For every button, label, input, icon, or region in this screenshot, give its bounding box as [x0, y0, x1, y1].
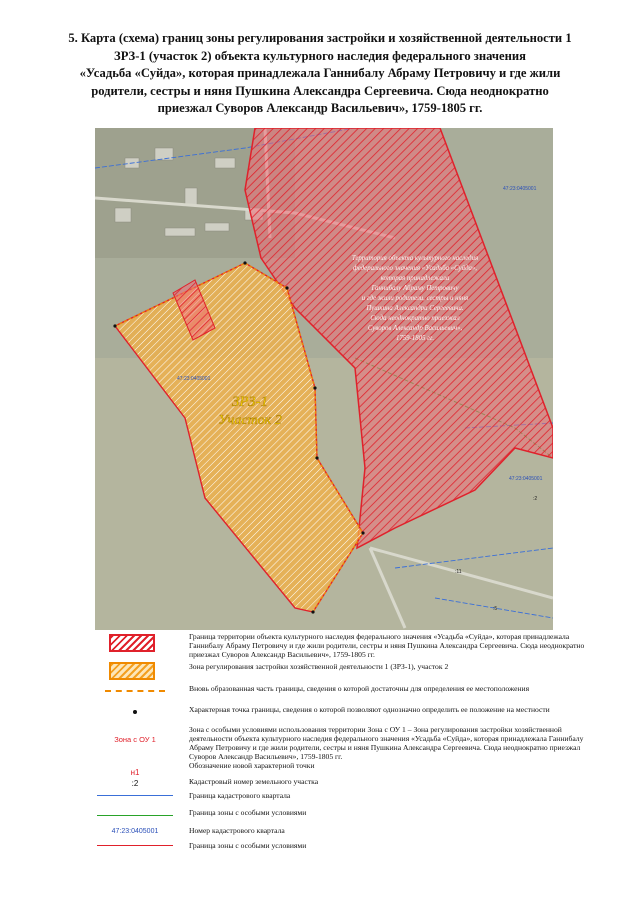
legend-symbol-quarter-number: 47:23:0405001	[111, 828, 159, 835]
svg-text:которая принадлежала: которая принадлежала	[380, 275, 450, 282]
svg-text:федерального значения «Усадьба: федерального значения «Усадьба «Суйда»,	[352, 265, 478, 272]
svg-text:47:23:0405001: 47:23:0405001	[509, 476, 543, 482]
title-line: приезжал Суворов Александр Васильевич», 1759-1805 гг.	[157, 101, 483, 115]
territory-label	[352, 255, 478, 342]
legend-text: Номер кадастрового квартала	[189, 826, 285, 835]
title-line: ЗРЗ-1 (участок 2) объекта культурного наследия федерального значения	[114, 48, 526, 63]
svg-text::11: :11	[455, 569, 462, 575]
title-line: родители, сестры и няня Пушкина Александра Сергеевича. Сюда неоднократно	[91, 83, 549, 98]
svg-text:Суворов Александр Васильевич»,: Суворов Александр Васильевич»,	[367, 325, 463, 332]
legend-text: Зона с особыми условиями использования территории Зона с ОУ 1 – Зона регулирования застройки хозяйственной деятельности объекта культурного наследия федерального значения «Усадьба «Суйда», которая принадлежала Ганнибалу Абраму Петровичу и где жили родители, сестры и няня Пушкина Александра Сергеевича. Сюда неоднократно приезжал Суворов Александр Васильевич», 1759-1805 гг.	[189, 725, 584, 761]
legend-swatch-heritage	[109, 634, 155, 652]
svg-text:Ганнибалу Абраму Петровичу: Ганнибалу Абраму Петровичу	[371, 285, 459, 292]
page-title	[40, 30, 600, 118]
legend-text: Характерная точка границы, сведения о которой позволяют однозначно определить ее положение на местности	[189, 705, 550, 714]
legend-symbol-parcel-number: :2	[131, 779, 139, 788]
svg-text:1759-1805 гг.: 1759-1805 гг.	[395, 335, 435, 342]
map-legend	[95, 632, 595, 852]
legend-text: Вновь образованная часть границы, сведения о которой достаточны для определения ее местоположения	[189, 684, 530, 693]
svg-text:47:23:0405001: 47:23:0405001	[177, 376, 211, 382]
legend-text: Граница кадастрового квартала	[189, 791, 291, 800]
svg-text:и где жили родители, сестры и: и где жили родители, сестры и няня	[361, 295, 469, 302]
zone-label: Участок 2	[218, 413, 282, 428]
legend-text: Граница зоны с особыми условиями	[189, 841, 307, 850]
svg-text::5: :5	[493, 606, 498, 612]
title-line: 5. Карта (схема) границ зоны регулирования застройки и хозяйственной деятельности 1	[68, 31, 572, 45]
map-scheme	[95, 128, 553, 630]
legend-text: Обозначение новой характерной точки	[189, 761, 315, 770]
svg-text::2: :2	[533, 496, 538, 502]
legend-text: Граница территории объекта культурного наследия федерального значения «Усадьба «Суйда», которая принадлежала Ганнибалу Абраму Петровичу и где жили родители, сестры и няня Пушкина Александра Сергеевича. Сюда неоднократно приезжал Суворов Александр Васильевич», 1759-1805 гг.	[189, 632, 585, 659]
svg-text:Территория объекта культурного: Территория объекта культурного наследия	[351, 255, 479, 262]
title-line: «Усадьба «Суйда», которая принадлежала Ганнибалу Абраму Петровичу и где жили	[79, 66, 561, 80]
svg-text:Сюда неоднократно приезжал: Сюда неоднократно приезжал	[370, 315, 460, 322]
legend-text: Кадастровый номер земельного участка	[189, 777, 319, 786]
svg-text:Пушкина Александра Сергеевича.: Пушкина Александра Сергеевича.	[366, 305, 464, 312]
legend-text: Зона регулирования застройки хозяйственной деятельности 1 (ЗРЗ-1), участок 2	[189, 662, 449, 671]
legend-text: Граница зоны с особыми условиями	[189, 808, 307, 817]
zone-label: ЗРЗ-1	[231, 394, 269, 410]
legend-symbol-zone-ou: Зона с ОУ 1	[114, 735, 156, 744]
legend-swatch-zone	[109, 662, 155, 680]
svg-text:47:23:0405001: 47:23:0405001	[503, 186, 537, 192]
legend-symbol-point-label: н1	[130, 768, 140, 777]
